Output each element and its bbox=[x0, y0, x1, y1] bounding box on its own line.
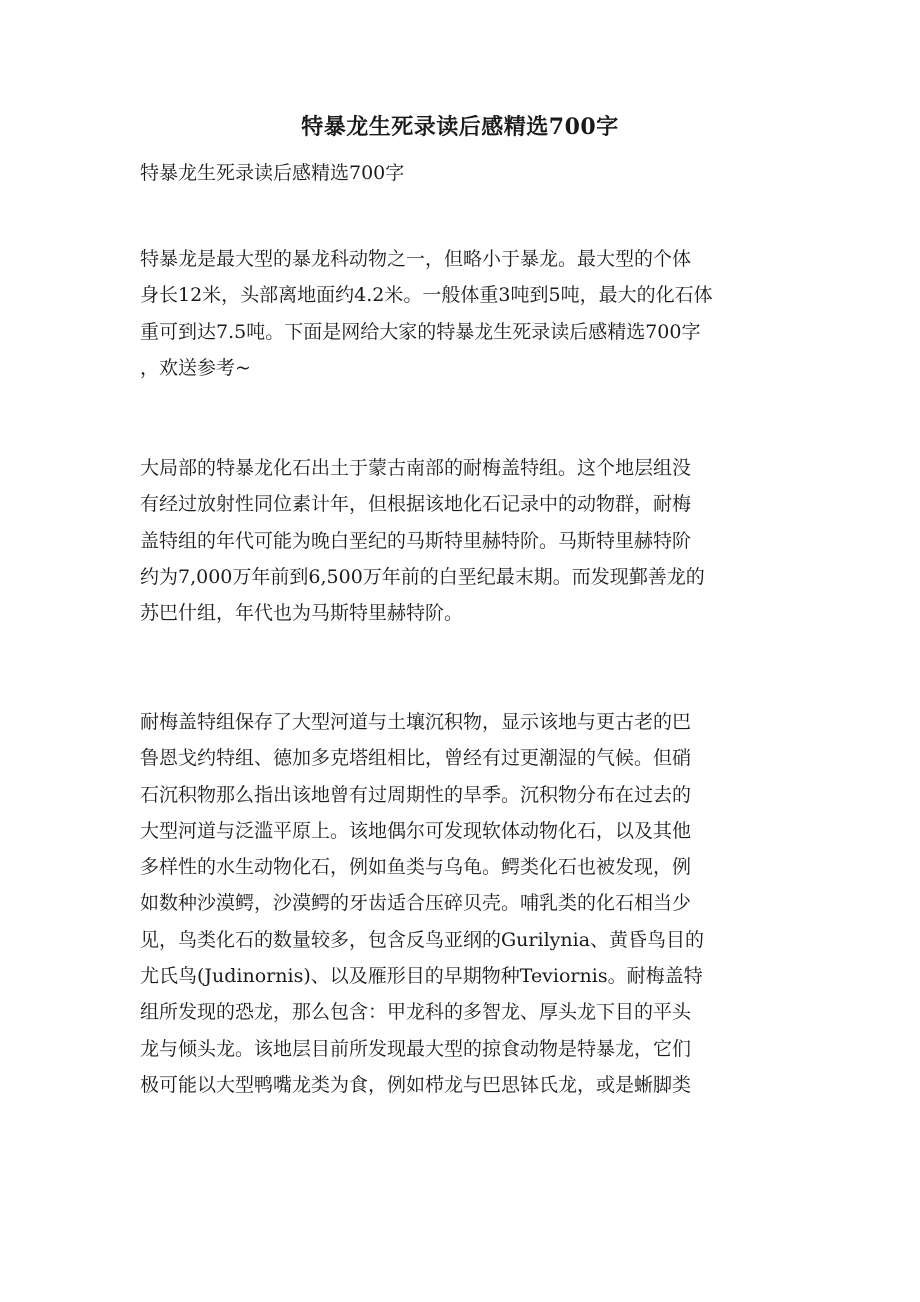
paragraph-line: 有经过放射性同位素计年，但根据该地化石记录中的动物群，耐梅 bbox=[140, 493, 692, 516]
paragraph-line: 重可到达7.5吨。下面是网给大家的特暴龙生死录读后感精选700字 bbox=[140, 320, 701, 343]
paragraph-line: 身长12米，头部离地面约4.2米。一般体重3吨到5吨，最大的化石体 bbox=[140, 284, 713, 307]
paragraph-line: 如数种沙漠鳄，沙漠鳄的牙齿适合压碎贝壳。哺乳类的化石相当少 bbox=[140, 892, 692, 915]
paragraph-line: 特暴龙是最大型的暴龙科动物之一，但略小于暴龙。最大型的个体 bbox=[140, 248, 692, 270]
paragraph-line: 苏巴什组，年代也为马斯特里赫特阶。 bbox=[140, 602, 464, 625]
paragraph-line: 石沉积物那么指出该地曾有过周期性的旱季。沉积物分布在过去的 bbox=[140, 783, 692, 806]
paragraph-line: 盖特组的年代可能为晚白垩纪的马斯特里赫特阶。马斯特里赫特阶 bbox=[140, 529, 692, 552]
paragraph-environment bbox=[140, 704, 790, 1103]
paragraph-line: 极可能以大型鸭嘴龙类为食，例如栉龙与巴思钵氏龙，或是蜥脚类 bbox=[140, 1073, 692, 1096]
paragraph-line: ，欢送参考~ bbox=[140, 356, 251, 379]
paragraph-line: 尤氏鸟(Judinornis)、以及雁形目的早期物种Teviornis。耐梅盖特 bbox=[140, 965, 703, 988]
paragraph-line: 组所发现的恐龙，那么包含：甲龙科的多智龙、厚头龙下目的平头 bbox=[140, 1001, 692, 1024]
paragraph-line: 约为7,000万年前到6,500万年前的白垩纪最末期。而发现鄞善龙的 bbox=[140, 565, 705, 588]
document-title: 特暴龙生死录读后感精选700字 bbox=[301, 114, 619, 140]
paragraph-intro bbox=[140, 241, 790, 386]
paragraph-line: 大局部的特暴龙化石出土于蒙古南部的耐梅盖特组。这个地层组没 bbox=[140, 457, 692, 479]
paragraph-fossil-location bbox=[140, 450, 790, 631]
paragraph-line: 多样性的水生动物化石，例如鱼类与乌龟。鳄类化石也被发现，例 bbox=[140, 856, 692, 879]
paragraph-line: 见，鸟类化石的数量较多，包含反鸟亚纲的Gurilynia、黄昏鸟目的 bbox=[140, 928, 705, 951]
paragraph-line: 耐梅盖特组保存了大型河道与土壤沉积物，显示该地与更古老的巴 bbox=[140, 711, 692, 733]
paragraph-line: 鲁恩戈约特组、德加多克塔组相比，曾经有过更潮湿的气候。但硝 bbox=[140, 747, 692, 770]
document-subtitle: 特暴龙生死录读后感精选700字 bbox=[140, 162, 405, 184]
paragraph-line: 大型河道与泛滥平原上。该地偶尔可发现软体动物化石，以及其他 bbox=[140, 819, 692, 842]
paragraph-line: 龙与倾头龙。该地层目前所发现最大型的掠食动物是特暴龙，它们 bbox=[140, 1037, 692, 1060]
